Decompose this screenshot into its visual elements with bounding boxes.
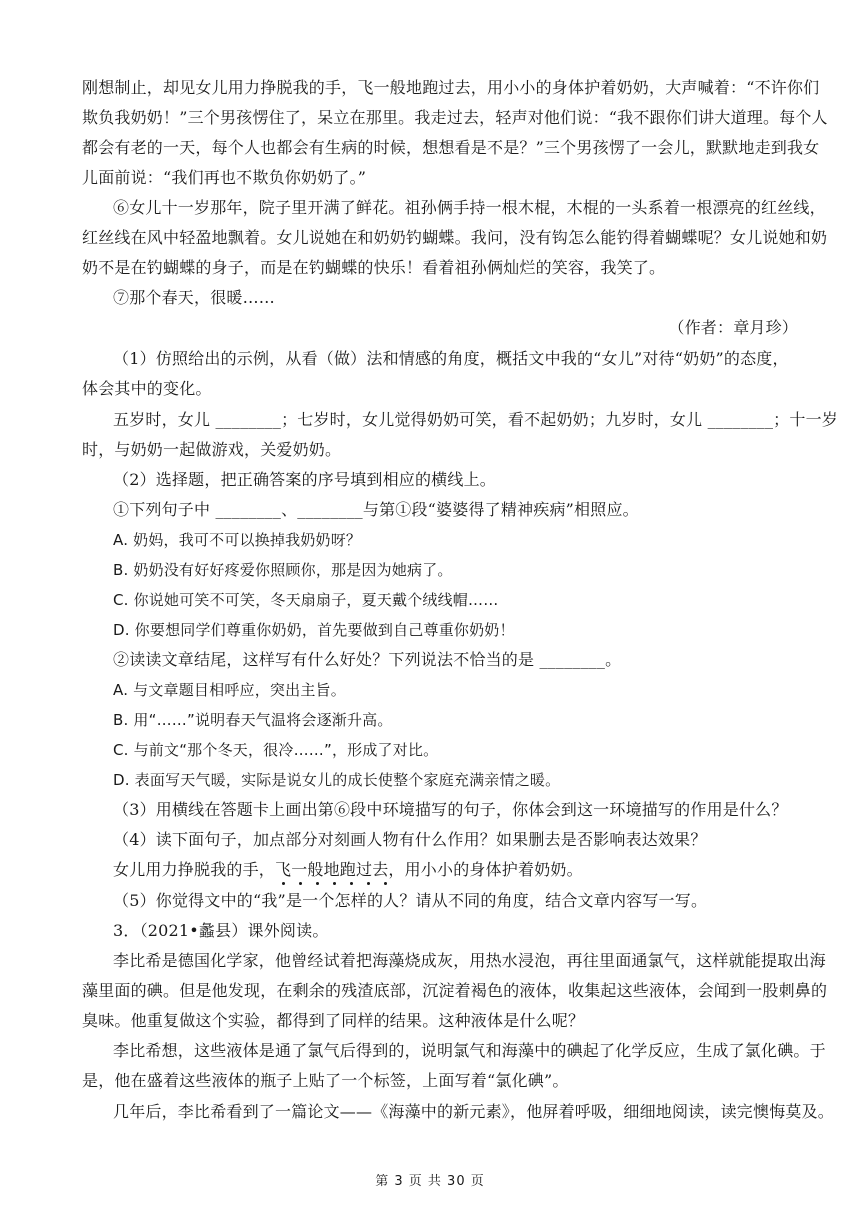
text-line: 时，与奶奶一起做游戏，关爱奶奶。 <box>82 440 342 459</box>
text-line: 是，他在盛着这些液体的瓶子上贴了一个标签，上面写着“氯化碘”。 <box>82 1071 569 1090</box>
text-line: （作者：章月珍） <box>668 318 798 337</box>
page-footer: 第 3 页 共 30 页 <box>375 1174 485 1189</box>
text-line: C. 你说她可笑不可笑，冬天扇扇子，夏天戴个绒线帽…… <box>113 591 499 609</box>
text-line: 儿面前说：“我们再也不欺负你奶奶了。” <box>82 168 367 187</box>
text-line: （1）仿照给出的示例，从看（做）法和情感的角度，概括文中我的“女儿”对待“奶奶”的态度， <box>113 349 789 368</box>
text-line: ①下列句子中 ________、________与第①段“婆婆得了精神疾病”相照应。 <box>113 500 639 519</box>
text-line: D. 表面写天气暖，实际是说女儿的成长使整个家庭充满亲情之暖。 <box>113 771 561 789</box>
text-line: 奶不是在钓蝴蝶的身子，而是在钓蝴蝶的快乐！看着祖孙俩灿烂的笑容，我笑了。 <box>82 258 666 277</box>
text-line: A. 与文章题目相呼应，突出主旨。 <box>113 681 346 699</box>
text-line: 李比希是德国化学家，他曾经试着把海藻烧成灰，用热水浸泡，再往里面通氯气，这样就能提取出海 <box>113 951 826 970</box>
text-line: （3）用横线在答题卡上画出第⑥段中环境描写的句子，你体会到这一环境描写的作用是什么？ <box>113 800 788 819</box>
text-line: B. 用“……”说明春天气温将会逐渐升高。 <box>113 711 393 729</box>
text-line: 几年后，李比希看到了一篇论文——《海藻中的新元素》，他屏着呼吸，细细地阅读，读完懊悔莫及。 <box>113 1102 835 1121</box>
text-line: B. 奶奶没有好好疼爱你照顾你，那是因为她病了。 <box>113 561 453 579</box>
text-line: D. 你要想同学们尊重你奶奶，首先要做到自己尊重你奶奶！ <box>113 621 515 639</box>
text-line: A. 奶妈，我可不可以换掉我奶奶呀？ <box>113 531 362 549</box>
text-line: 刚想制止，却见女儿用力挣脱我的手，飞一般地跑过去，用小小的身体护着奶奶，大声喊着：“不许你们 <box>82 78 820 97</box>
text-line: ⑦那个春天，很暖…… <box>113 288 276 307</box>
text-line: 都会有老的一天，每个人也都会有生病的时候，想想看是不是？”三个男孩愣了一会儿，默默地走到我女 <box>82 138 820 157</box>
text-line: 红丝线在风中轻盈地飘着。女儿说她在和奶奶钓蝴蝶。我问，没有钩怎么能钓得着蝴蝶呢？女儿说她和奶 <box>82 228 828 247</box>
text-line: ②读读文章结尾，这样写有什么好处？下列说法不恰当的是 ________。 <box>113 650 622 669</box>
text-line: 体会其中的变化。 <box>82 379 212 398</box>
text-line: 臭味。他重复做这个实验，都得到了同样的结果。这种液体是什么呢？ <box>82 1011 585 1030</box>
text-line: 欺负我奶奶！”三个男孩愣住了，呆立在那里。我走过去，轻声对他们说：“我不跟你们讲大道理。每个人 <box>82 108 828 127</box>
text-line: 藻里面的碘。但是他发现，在剩余的残渣底部，沉淀着褐色的液体，收集起这些液体，会闻到一股刺鼻的 <box>82 981 828 1000</box>
text-line: 李比希想，这些液体是通了氯气后得到的，说明氯气和海藻中的碘起了化学反应，生成了氯化碘。于 <box>113 1041 826 1060</box>
text-line: （2）选择题，把正确答案的序号填到相应的横线上。 <box>113 470 496 489</box>
text-line: 女儿用力挣脱我的手，飞一般地跑过去，用小小的身体护着奶奶。 <box>113 860 583 879</box>
text-line: 五岁时，女儿 ________；七岁时，女儿觉得奶奶可笑，看不起奶奶；九岁时，女儿 ________；十一岁 <box>113 410 838 429</box>
text-line: 3．（2021•蠡县）课外阅读。 <box>113 921 329 940</box>
text-line: ⑥女儿十一岁那年，院子里开满了鲜花。祖孙俩手持一根木棍，木棍的一头系着一根漂亮的红丝线， <box>113 198 826 217</box>
text-line: （4）读下面句子，加点部分对刻画人物有什么作用？如果删去是否影响表达效果？ <box>113 830 707 849</box>
text-line: （5）你觉得文中的“我”是一个怎样的人？请从不同的角度，结合文章内容写一写。 <box>113 891 708 910</box>
text-line: C. 与前文“那个冬天，很冷……”，形成了对比。 <box>113 741 439 759</box>
